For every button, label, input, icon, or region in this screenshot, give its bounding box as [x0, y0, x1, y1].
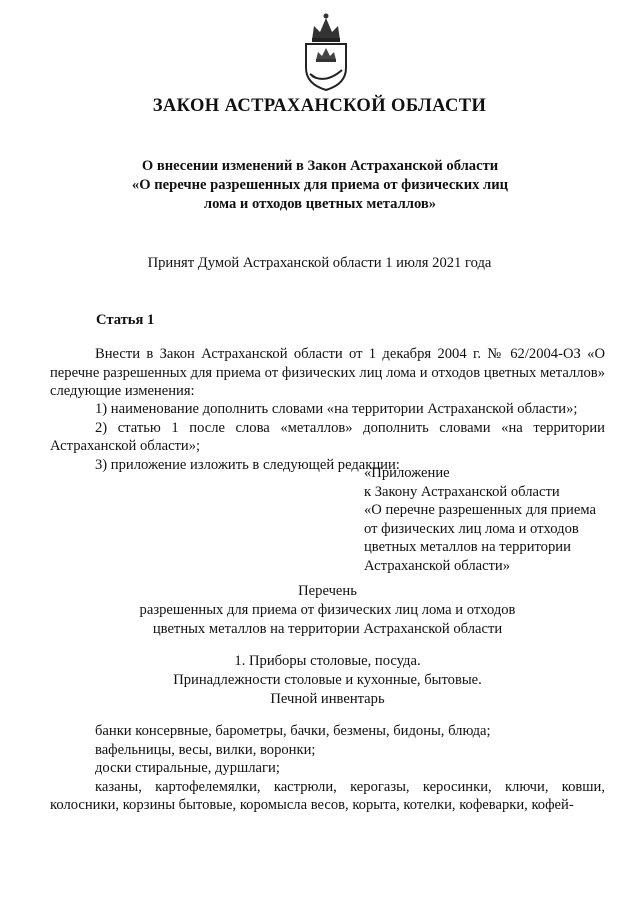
section-heading: 1. Приборы столовые, посуда. Принадлежности столовые и кухонные, бытовые. Печной инвентарь — [173, 653, 482, 707]
article-intro: Внести в Закон Астраханской области от 1 декабря 2004 г. № 62/2004-ОЗ «О перечне разрешенных для приема от физических лиц лома и отходов цветных металлов» следующие изменения: — [50, 346, 605, 399]
list-heading: Перечень разрешенных для приема от физических лиц лома и отходов цветных металлов на территории Астраханской области — [139, 583, 516, 637]
document-page: ЗАКОН АСТРАХАНСКОЙ ОБЛАСТИ О внесении изменений в Закон Астраханской области «О перечне разрешенных для приема от физических лиц лома и отходов цветных металлов» Принят Думой Астраханской области 1 июля 2021 года Статья 1 Внести в Закон Астраханской области от 1 декабря 2004 г. № 62/2004-ОЗ «О перечне разрешенных для приема от физических лиц лома и отходов цветных металлов» следующие изменения: 1) наименование дополнить словами «на территории Астраханской области»; 2) статью 1 после слова «металлов» дополнить словами «на территории Астраханской области»; 3) приложение изложить в следующей редакции: «Приложение к Закону Астраханской области «О перечне разрешенных для приема от физических лиц лома и отходов цветных металлов на территории Астраханской области» Перечень разрешенных для приема от физических лиц лома и отходов цветных металлов на территории Астраханской области 1. Приборы столовые, посуда. Принадлежности столовые и кухонные, бытовые. Печной инвентарь банки консервные, барометры, бачки, безмены, бидоны, блюда; вафельницы, весы, вилки, воронки; доски стиральные, дуршлаги; казаны, картофелемялки, кастрюли, керогазы, керосинки, ключи, ковши, колосники, корзины бытовые, коромысла весов, корыта, котелки, кофеварки, кофей- — [0, 0, 639, 905]
article-heading: Статья 1 — [96, 312, 155, 328]
coat-of-arms-emblem — [300, 10, 352, 92]
law-subtitle: О внесении изменений в Закон Астраханской области «О перечне разрешенных для приема от физических лиц лома и отходов цветных металлов» — [131, 158, 509, 212]
list-item: банки консервные, барометры, бачки, безмены, бидоны, блюда; — [95, 723, 491, 739]
article-item-3: 3) приложение изложить в следующей редакции: — [95, 456, 400, 473]
article-item-2: 2) статью 1 после слова «металлов» дополнить словами «на территории Астраханской области»; — [50, 419, 605, 454]
article-item-1: 1) наименование дополнить словами «на территории Астраханской области»; — [95, 401, 578, 417]
list-item: вафельницы, весы, вилки, воронки; — [95, 741, 316, 758]
adoption-line: Принят Думой Астраханской области 1 июля 2021 года — [147, 255, 492, 271]
list-item: казаны, картофелемялки, кастрюли, керогазы, керосинки, ключи, ковши, колосники, корзины бытовые, коромысла весов, корыта, котелки, кофеварки, кофей- — [50, 778, 605, 813]
document-title: ЗАКОН АСТРАХАНСКОЙ ОБЛАСТИ — [152, 96, 487, 116]
list-item: доски стиральные, дуршлаги; — [95, 760, 280, 776]
